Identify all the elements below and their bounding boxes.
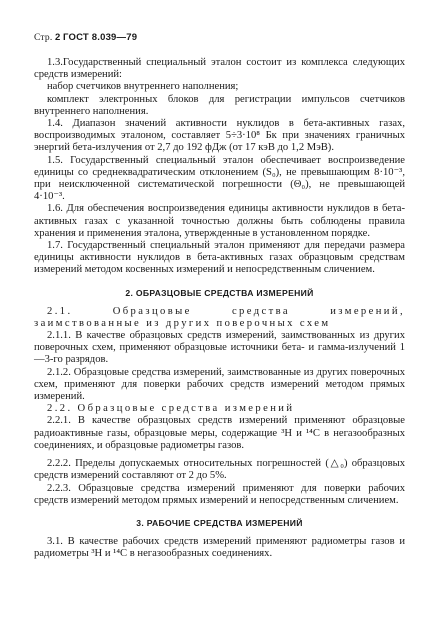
- page-header: [34, 32, 405, 43]
- paragraph-1-6: 1.6. Для обеспечения воспроизведения единицы активности нуклидов в бета-активных газах с указанной точностью должны быть соблюдены правила хранения и применения эталона, утвержденные в установленном порядке.: [34, 203, 405, 239]
- list-item-counters: набор счетчиков внутреннего наполнения;: [47, 81, 239, 93]
- paragraph-3-1: 3.1. В качестве рабочих средств измерений применяют радиометры газов и радиометры ³H и ¹⁴C в негазообразных соединениях.: [34, 535, 405, 560]
- page-number: 2: [54, 32, 61, 43]
- paragraph-2-2: 2.2. Образцовые средства измерений: [47, 403, 295, 415]
- paragraph-2-1-2: 2.1.2. Образцовые средства измерений, заимствованные из других поверочных схем, применяют для поверки рабочих средств измерений методом прямых измерений.: [34, 366, 405, 403]
- paragraph-1-4: 1.4. Диапазон значений активности нуклидов в бета-активных газах, воспроизводимых эталоном, составляет 5÷3·10⁸ Бк при значениях граничных энергий бета-излучения от 2,7 до 192 фДж (от 17 кэВ до 1,2 МэВ).: [34, 118, 405, 154]
- paragraph-1-7: 1.7. Государственный специальный эталон применяют для передачи размера единицы активности нуклидов в бета-активных газах образцовым средствам измерений методом косвенных измерений и непосредственным сличением.: [34, 240, 405, 276]
- paragraph-1-5: 1.5. Государственный специальный эталон обеспечивает воспроизведение единицы со среднеквадратическим отклонением (S₀), не превышающим 8·10⁻³, при неисключенной систематической погрешности (Θ₀), не превышающей 4·10⁻³.: [34, 154, 405, 203]
- section-3-title: 3. РАБОЧИЕ СРЕДСТВА ИЗМЕРЕНИЙ: [136, 517, 303, 528]
- paragraph-2-1: 2.1. Образцовые средства измерений, заимствованные из других поверочных схем: [34, 305, 405, 329]
- section-2-title: 2. ОБРАЗЦОВЫЕ СРЕДСТВА ИЗМЕРЕНИЙ: [125, 287, 314, 298]
- paragraph-1-3: 1.3.Государственный специальный эталон состоит из комплекса следующих средств измерений:: [34, 57, 405, 81]
- page-prefix: Стр.: [34, 33, 53, 43]
- standard-number: ГОСТ 8.039—79: [63, 32, 138, 43]
- paragraph-2-2-3: 2.2.3. Образцовые средства измерений применяют для поверки рабочих средств измерений методом прямых измерений и непосредственным сличением.: [34, 482, 405, 506]
- list-item-electronics: комплект электронных блоков для регистрации импульсов счетчиков внутреннего наполнения.: [34, 93, 405, 117]
- paragraph-2-2-2: 2.2.2. Пределы допускаемых относительных погрешностей (△₀) образцовых средств измерений составляют от 2 до 5%.: [34, 458, 405, 482]
- paragraph-2-1-1: 2.1.1. В качестве образцовых средств измерений, заимствованных из других поверочных схем, применяют образцовые источники бета- и гамма-излучений 1—3-го разрядов.: [34, 330, 405, 366]
- paragraph-2-2-1: 2.2.1. В качестве образцовых средств измерений применяют образцовые радиоактивные газы, образцовые меры, содержащие ³H и ¹⁴C в негазообразных соединениях, и образцовые радиометры газов.: [34, 415, 405, 451]
